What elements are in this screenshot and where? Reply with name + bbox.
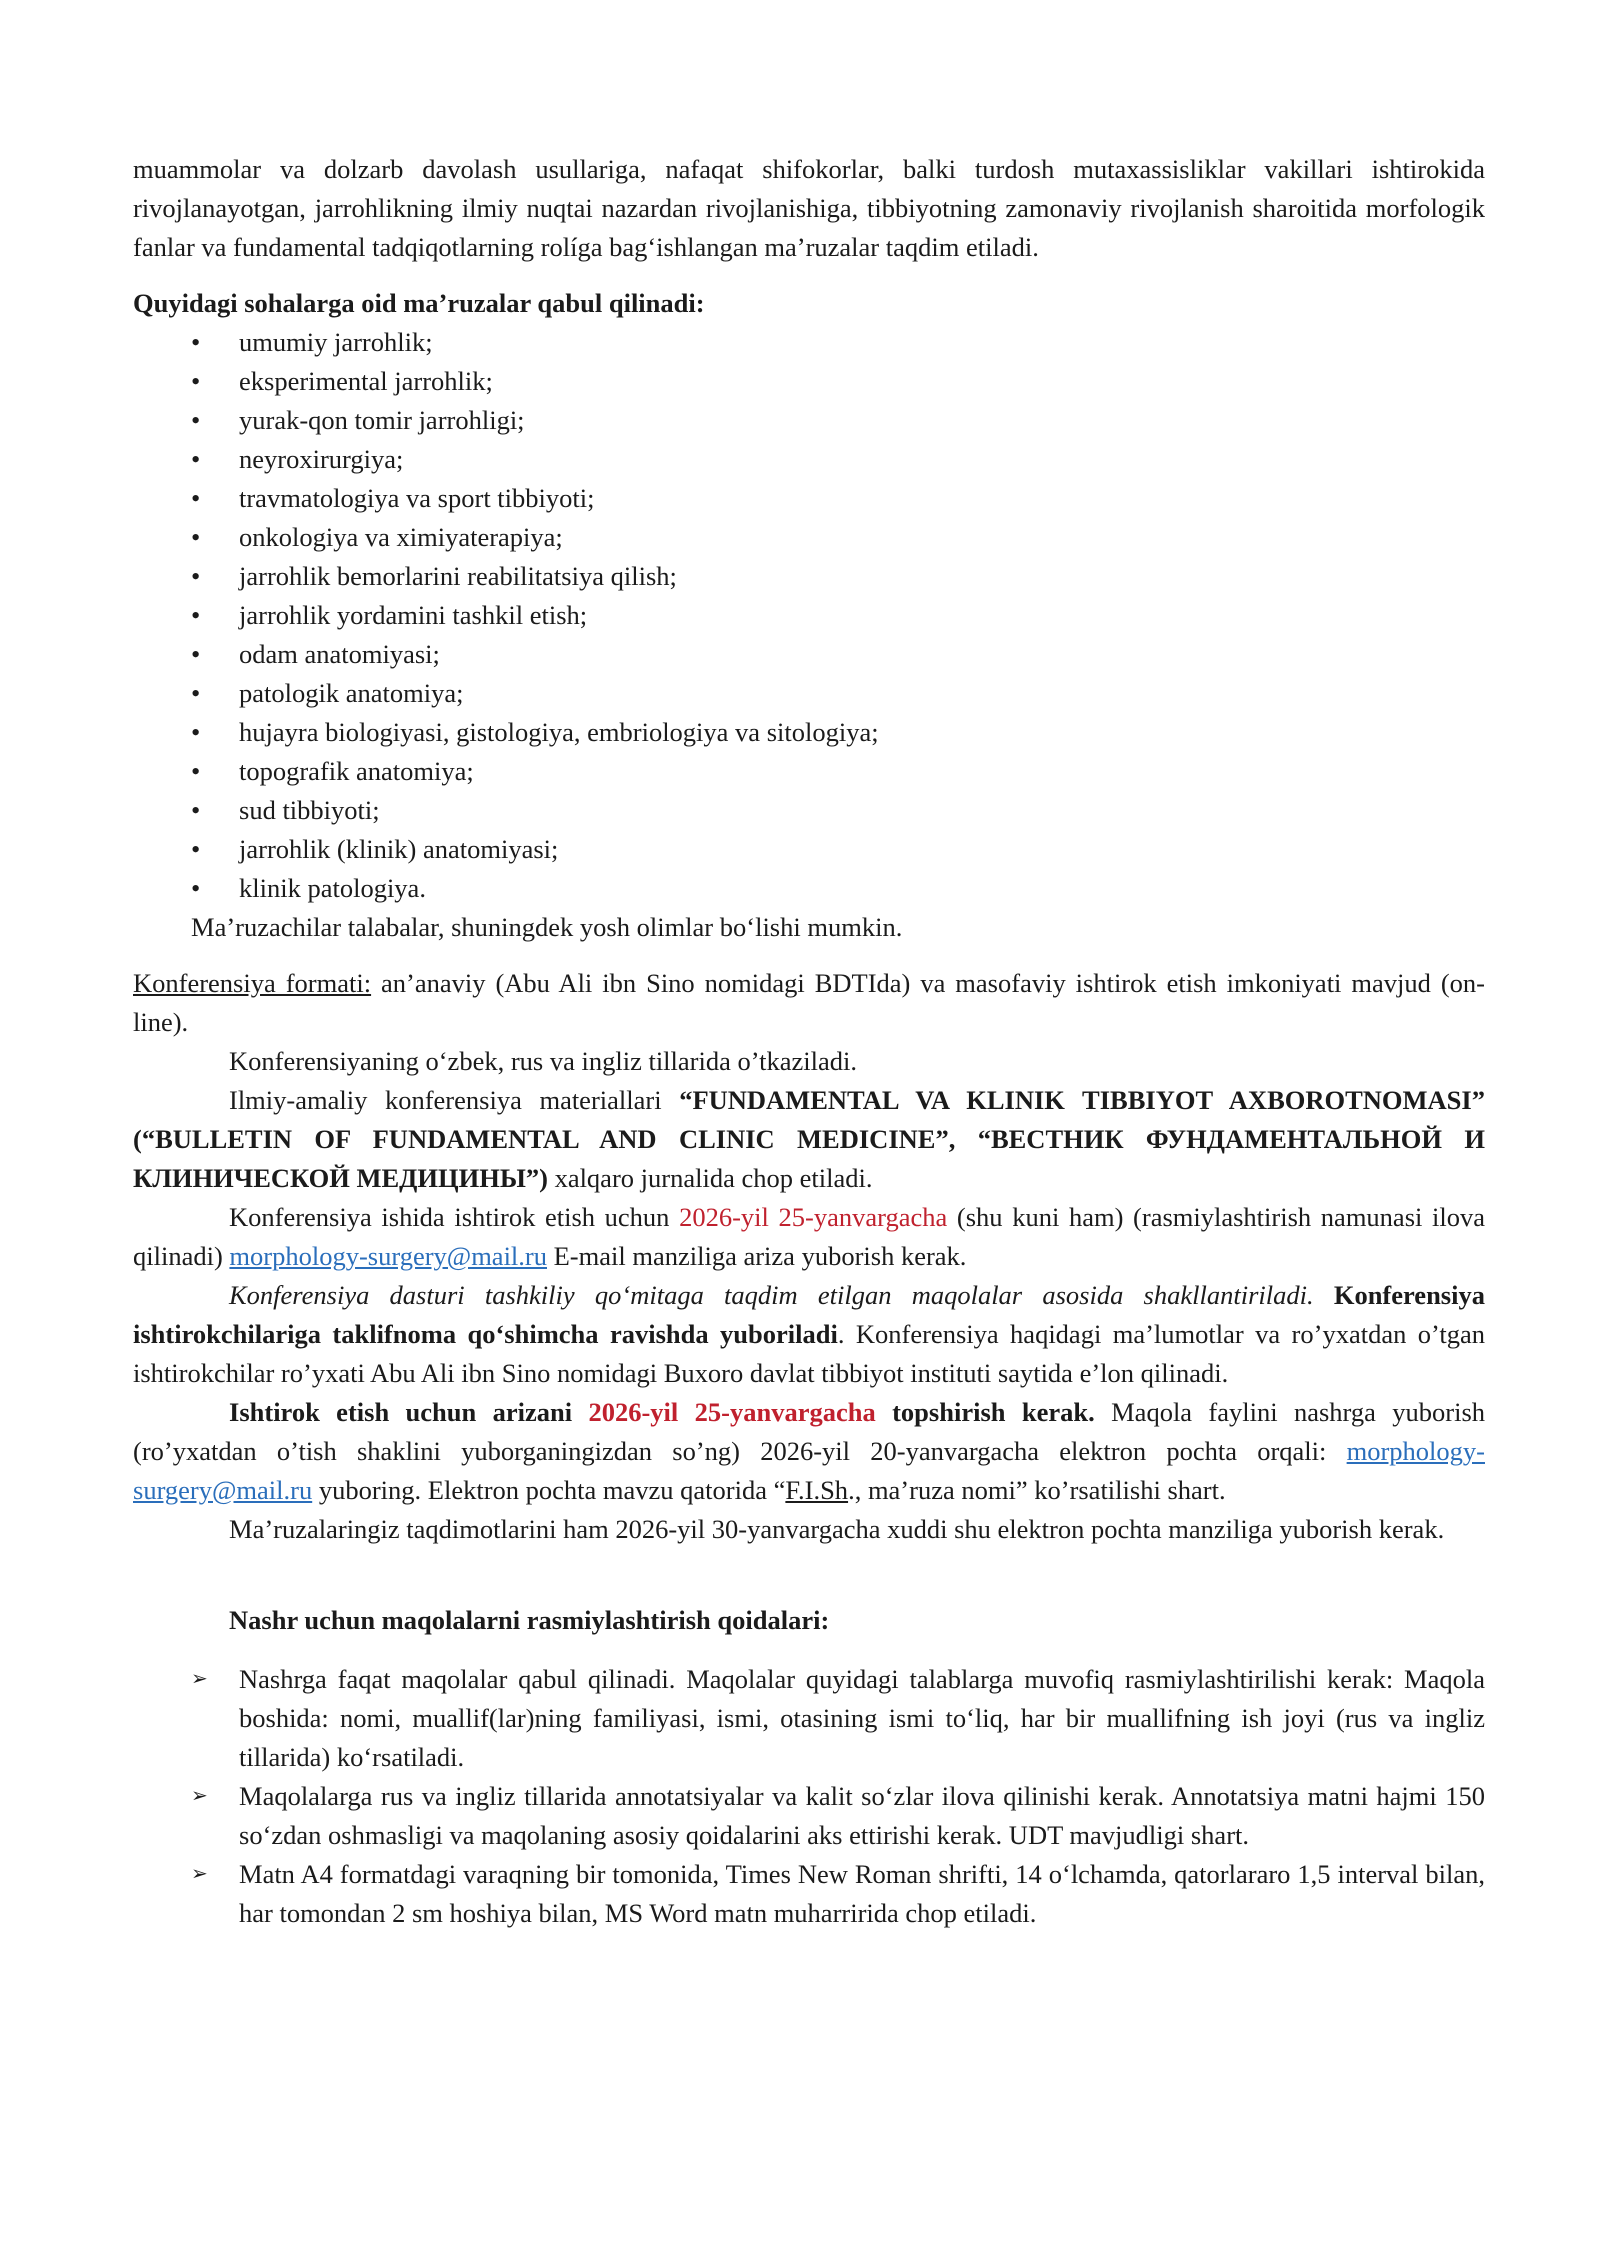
list-item: • eksperimental jarrohlik;	[133, 362, 1485, 401]
list-item: • klinik patologiya.	[133, 869, 1485, 908]
bullet-icon: •	[191, 717, 201, 747]
list-item: ➢ Nashrga faqat maqolalar qabul qilinadi. Maqolalar quyidagi talablarga muvofiq rasmiylashtirilishi kerak: Maqola boshida: nomi, muallif(lar)ning familiyasi, ismi, otasining ismi to‘liq, har bir muallifning ish joyi (rus va ingliz tillarida) ko‘rsatiladi.	[133, 1660, 1485, 1777]
format-paragraph: Konferensiya formati: an’anaviy (Abu Ali ibn Sino nomidagi BDTIda) va masofaviy ishtirok etish imkoniyati mavjud (on-line).	[133, 968, 1485, 1037]
format-label: Konferensiya formati:	[133, 968, 372, 998]
list-item: • jarrohlik (klinik) anatomiyasi;	[133, 830, 1485, 869]
bullet-icon: •	[191, 522, 201, 552]
presentations-paragraph: Ma’ruzalaringiz taqdimotlarini ham 2026-yil 30-yanvargacha xuddi shu elektron pochta manziliga yuborish kerak.	[229, 1514, 1445, 1544]
list-item: • travmatologiya va sport tibbiyoti;	[133, 479, 1485, 518]
bullet-icon: •	[191, 834, 201, 864]
bullet-icon: •	[191, 678, 201, 708]
bullet-icon: •	[191, 873, 201, 903]
email-link[interactable]: morphology-surgery@mail.ru	[133, 1436, 1485, 1505]
topics-heading: Quyidagi sohalarga oid ma’ruzalar qabul qilinadi:	[133, 288, 705, 318]
submission-paragraph: Ishtirok etish uchun arizani 2026-yil 25-yanvargacha topshirish kerak. Maqola faylini nashrga yuborish (ro’yxatdan o’tish shaklini yuborganingizdan so’ng) 2026-yil 20-yanvargacha elektron pochta orqali: morphology-surgery@mail.ru yuboring. Elektron pochta mavzu qatorida “F.I.Sh., ma’ruza nomi” ko’rsatilishi shart.	[133, 1397, 1486, 1505]
bullet-icon: •	[191, 639, 201, 669]
list-item: • jarrohlik bemorlarini reabilitatsiya qilish;	[133, 557, 1485, 596]
bullet-icon: •	[191, 600, 201, 630]
list-item: • jarrohlik yordamini tashkil etish;	[133, 596, 1485, 635]
list-item: • hujayra biologiyasi, gistologiya, embriologiya va sitologiya;	[133, 713, 1485, 752]
list-item: • topografik anatomiya;	[133, 752, 1485, 791]
deadline-date: 2026-yil 25-yanvargacha	[679, 1202, 948, 1232]
bullet-icon: •	[191, 366, 201, 396]
rules-heading: Nashr uchun maqolalarni rasmiylashtirish qoidalari:	[229, 1605, 830, 1635]
journal-title: “FUNDAMENTAL VA KLINIK TIBBIYOT AXBOROTNOMASI” (“BULLETIN OF FUNDAMENTAL AND CLINIC MEDICINE”, “ВЕСТНИК ФУНДАМЕНТАЛЬНОЙ И КЛИНИЧЕСКОЙ МЕДИЦИНЫ”)	[133, 1085, 1485, 1193]
list-item: • umumiy jarrohlik;	[133, 323, 1485, 362]
arrow-bullet-icon: ➢	[191, 1863, 208, 1885]
topics-list	[133, 323, 1485, 908]
list-item: • yurak-qon tomir jarrohligi;	[133, 401, 1485, 440]
bullet-icon: •	[191, 327, 201, 357]
program-paragraph: Konferensiya dasturi tashkiliy qo‘mitaga taqdim etilgan maqolalar asosida shakllantiriladi. Konferensiya ishtirokchilariga taklifnoma qo‘shimcha ravishda yuboriladi. Konferensiya haqidagi ma’lumotlar va ro’yxatdan o’tgan ishtirokchilar ro’yxati Abu Ali ibn Sino nomidagi Buxoro davlat tibbiyot instituti saytida e’lon qilinadi.	[133, 1280, 1485, 1388]
speakers-note: Ma’ruzachilar talabalar, shuningdek yosh olimlar bo‘lishi mumkin.	[191, 912, 903, 942]
rules-list	[133, 1660, 1485, 1933]
list-item: ➢ Maqolalarga rus va ingliz tillarida annotatsiyalar va kalit so‘zlar ilova qilinishi kerak. Annotatsiya matni hajmi 150 so‘zdan oshmasligi va maqolaning asosiy qoidalarini aks ettirishi kerak. UDT mavjudligi shart.	[133, 1777, 1485, 1855]
list-item: • onkologiya va ximiyaterapiya;	[133, 518, 1485, 557]
list-item: • sud tibbiyoti;	[133, 791, 1485, 830]
list-item: • odam anatomiyasi;	[133, 635, 1485, 674]
document-page	[133, 150, 1485, 1933]
list-item: • neyroxirurgiya;	[133, 440, 1485, 479]
bullet-icon: •	[191, 483, 201, 513]
deadline-date: 2026-yil 25-yanvargacha	[588, 1397, 876, 1427]
arrow-bullet-icon: ➢	[191, 1668, 208, 1690]
bullet-icon: •	[191, 795, 201, 825]
bullet-icon: •	[191, 561, 201, 591]
participation-paragraph: Konferensiya ishida ishtirok etish uchun 2026-yil 25-yanvargacha (shu kuni ham) (rasmiylashtirish namunasi ilova qilinadi) morphology-surgery@mail.ru E-mail manziliga ariza yuborish kerak.	[133, 1202, 1486, 1271]
list-item: • patologik anatomiya;	[133, 674, 1485, 713]
email-link[interactable]: morphology-surgery@mail.ru	[229, 1241, 547, 1271]
intro-paragraph: muammolar va dolzarb davolash usullariga, nafaqat shifokorlar, balki turdosh mutaxassisliklar vakillari ishtirokida rivojlanayotgan, jarrohlikning ilmiy nuqtai nazardan rivojlanishiga, tibbiyotning zamonaviy rivojlanish sharoitida morfologik fanlar va fundamental tadqiqotlarning rolíga bag‘ishlangan ma’ruzalar taqdim etiladi.	[133, 154, 1485, 262]
bullet-icon: •	[191, 405, 201, 435]
list-item: ➢ Matn A4 formatdagi varaqning bir tomonida, Times New Roman shrifti, 14 o‘lchamda, qatorlararo 1,5 interval bilan, har tomondan 2 sm hoshiya bilan, MS Word matn muharririda chop etiladi.	[133, 1855, 1485, 1933]
languages-paragraph: Konferensiyaning o‘zbek, rus va ingliz tillarida o’tkaziladi.	[229, 1046, 857, 1076]
arrow-bullet-icon: ➢	[191, 1785, 208, 1807]
materials-paragraph: Ilmiy-amaliy konferensiya materiallari “FUNDAMENTAL VA KLINIK TIBBIYOT AXBOROTNOMASI” (“BULLETIN OF FUNDAMENTAL AND CLINIC MEDICINE”, “ВЕСТНИК ФУНДАМЕНТАЛЬНОЙ И КЛИНИЧЕСКОЙ МЕДИЦИНЫ”) xalqaro jurnalida chop etiladi.	[133, 1085, 1485, 1193]
bullet-icon: •	[191, 444, 201, 474]
bullet-icon: •	[191, 756, 201, 786]
